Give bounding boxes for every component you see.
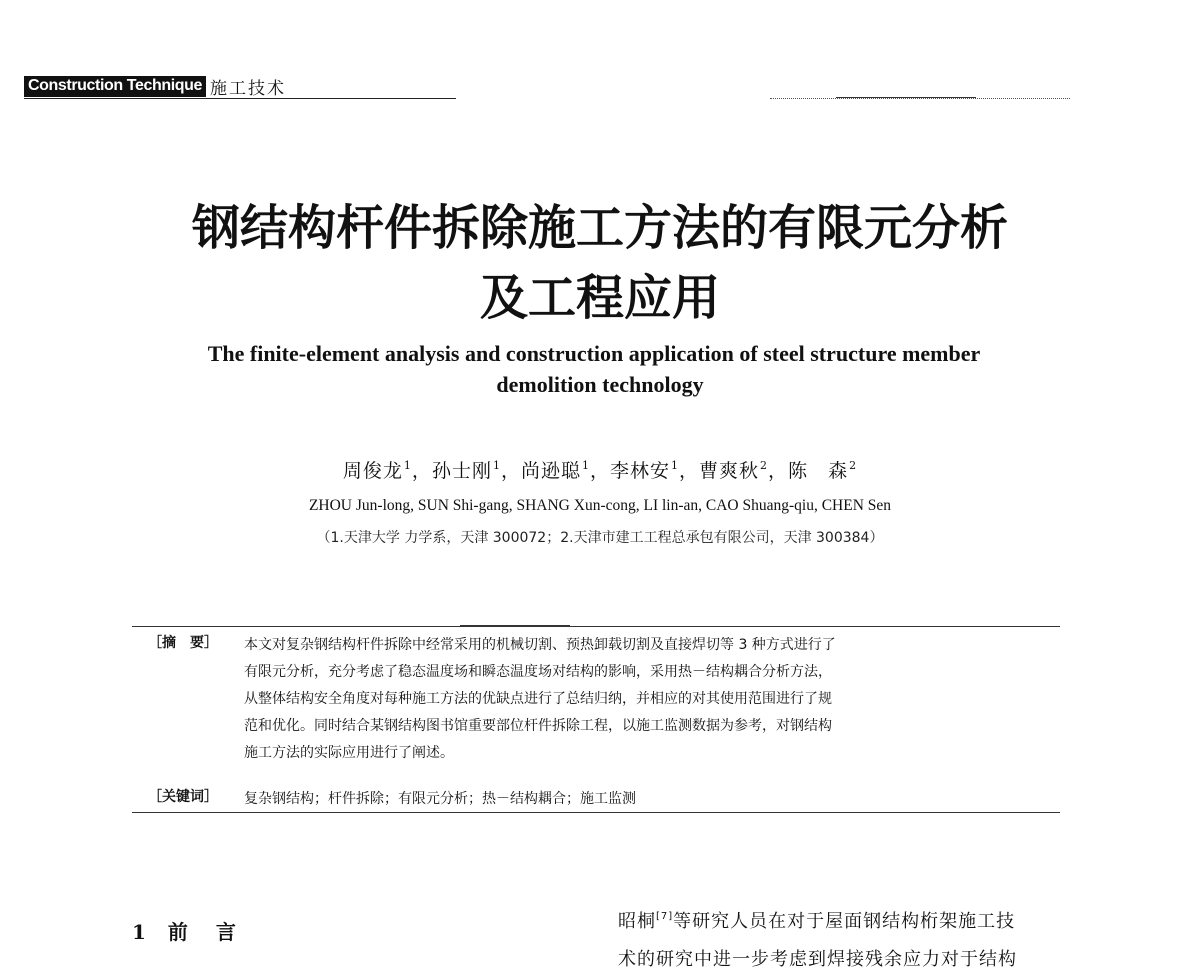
section-title: 前 言 <box>167 920 240 944</box>
header-rule <box>24 98 456 99</box>
header-rule-right <box>836 97 976 98</box>
affiliation: （1.天津大学 力学系，天津 300072；2.天津市建工工程总承包有限公司，天津 300384） <box>316 530 884 546</box>
citation-ref: [7] <box>656 911 674 922</box>
author: 陈 森$^2$ <box>788 459 858 482</box>
author: 尚逊聪$^1$， <box>520 459 610 482</box>
body-line: 术的研究中进一步考虑到焊接残余应力对于结构 <box>618 949 1017 970</box>
keywords-text: 复杂钢结构；杆件拆除；有限元分析；热－结构耦合；施工监测 <box>244 791 636 807</box>
abstract <box>148 632 1048 767</box>
abstract-line: 范和优化。同时结合某钢结构图书馆重要部位杆件拆除工程，以施工监测数据为参考，对钢结构 <box>244 718 832 734</box>
authors-en: ZHOU Jun-long, SUN Shi-gang, SHANG Xun-cong, LI lin-an, CAO Shuang-qiu, CHEN Sen <box>308 497 892 514</box>
authors-cn <box>0 456 1200 483</box>
abstract-text <box>244 632 836 767</box>
title-en-line2: demolition technology <box>496 372 704 397</box>
body-text-right <box>618 898 1058 979</box>
section-heading <box>132 916 240 945</box>
abstract-line: 有限元分析，充分考虑了稳态温度场和瞬态温度场对结构的影响，采用热－结构耦合分析方法， <box>244 664 832 680</box>
abstract-line: 本文对复杂钢结构杆件拆除中经常采用的机械切割、预热卸载切割及直接焊切等 3 种方式进行了 <box>244 637 836 653</box>
author: 李林安$^1$， <box>610 459 700 482</box>
abstract-label: ［摘 要］ <box>148 635 218 651</box>
journal-name-cn: 施工技术 <box>210 78 287 99</box>
author: 孙士刚$^1$， <box>431 459 521 482</box>
section-number: 1 <box>132 920 150 944</box>
header-rule-dotted <box>770 98 1070 100</box>
abstract-bottom-rule <box>132 812 1060 813</box>
abstract-line: 从整体结构安全角度对每种施工方法的优缺点进行了总结归纳，并相应的对其使用范围进行了规 <box>244 691 832 707</box>
abstract-line: 施工方法的实际应用进行了阐述。 <box>244 745 454 761</box>
body-line: 昭桐[7]等研究人员在对于屋面钢结构桁架施工技 <box>618 911 1016 932</box>
title-cn-line1: 钢结构杆件拆除施工方法的有限元分析 <box>191 200 1008 256</box>
author: 曹爽秋$^2$， <box>699 459 789 482</box>
keywords <box>148 786 636 813</box>
author: 周俊龙$^1$， <box>342 459 432 482</box>
title-cn-line2: 及工程应用 <box>479 270 720 326</box>
abstract-top-rule <box>132 626 1060 627</box>
abstract-top-rule-mark <box>460 625 570 627</box>
running-header <box>24 74 286 98</box>
title-en-line1: The finite-element analysis and construction application of steel structure member <box>207 341 981 366</box>
journal-name-en: Construction Technique <box>24 76 206 97</box>
keywords-label: ［关键词］ <box>148 789 218 805</box>
